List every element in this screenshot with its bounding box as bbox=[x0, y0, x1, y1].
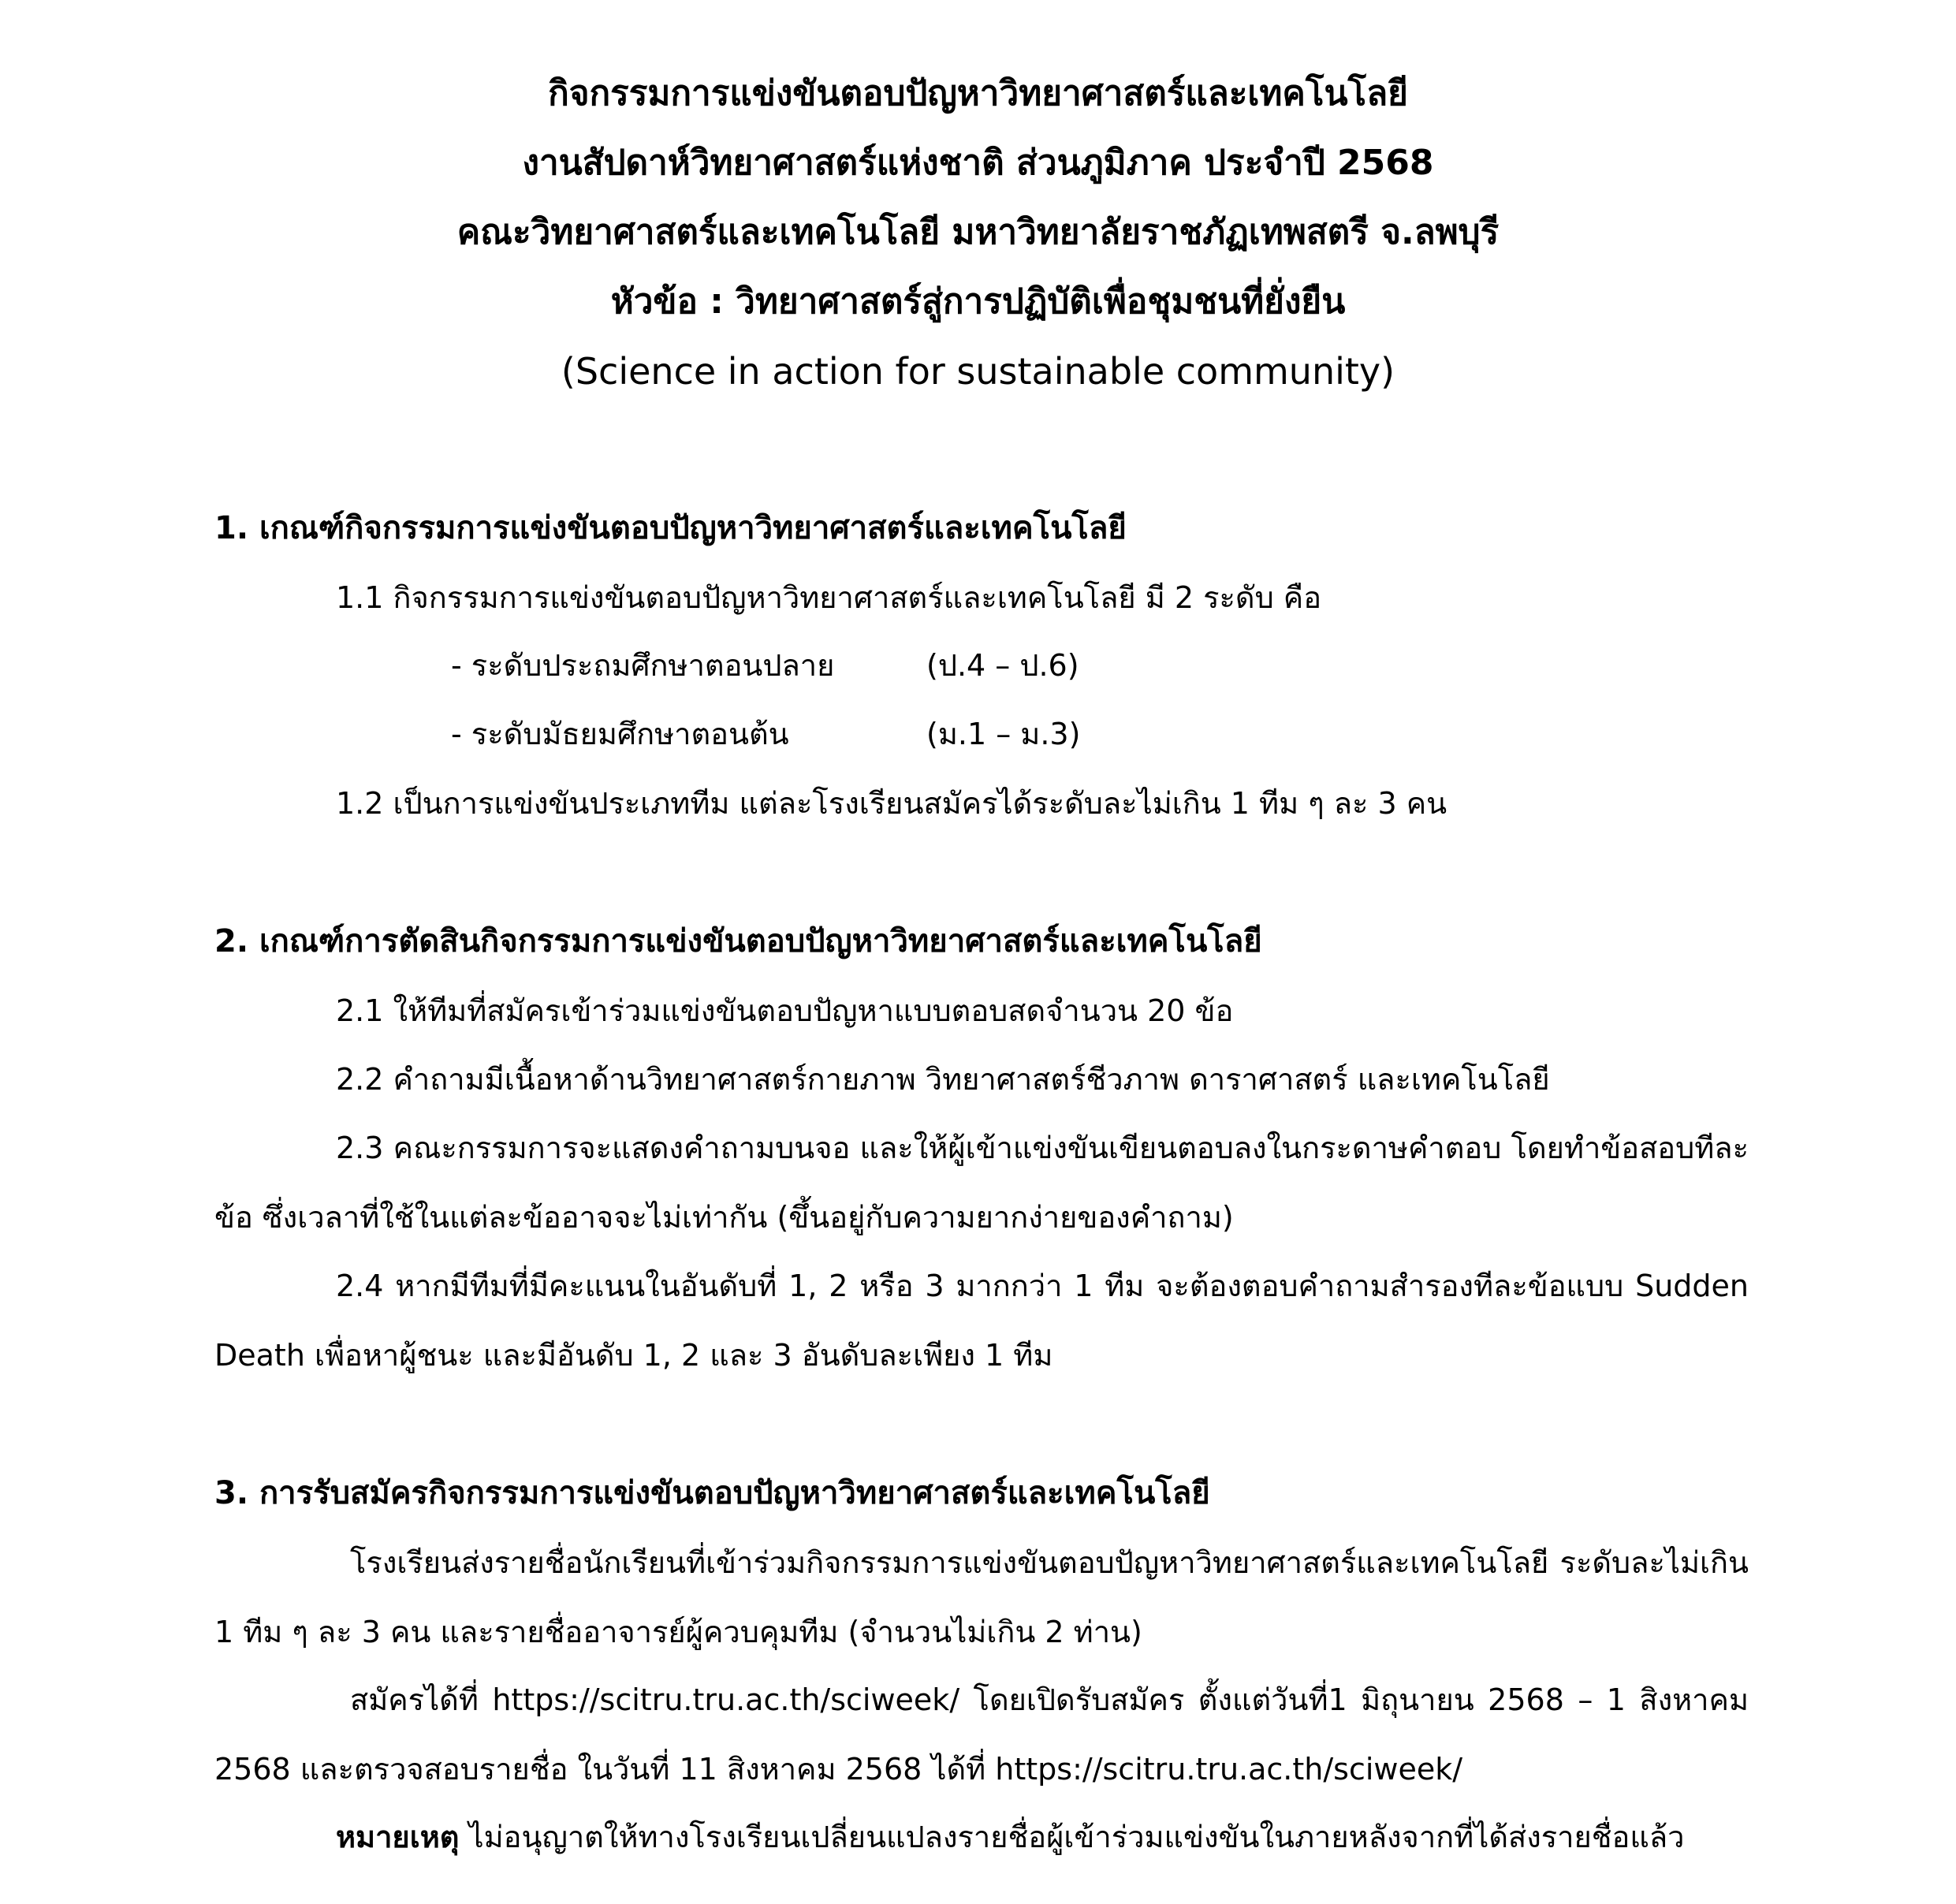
section-2-heading: 2. เกณฑ์การตัดสินกิจกรรมการแข่งขันตอบปัญหาวิทยาศาสตร์และเทคโนโลยี bbox=[214, 923, 1262, 959]
section-1-heading: 1. เกณฑ์กิจกรรมการแข่งขันตอบปัญหาวิทยาศาสตร์และเทคโนโลยี bbox=[214, 510, 1127, 546]
section-3-paragraph-1: โรงเรียนส่งรายชื่อนักเรียนที่เข้าร่วมกิจกรรมการแข่งขันตอบปัญหาวิทยาศาสตร์และเทคโนโลยี ระดับละไม่เกิน 1 ทีม ๆ ละ 3 คน และรายชื่ออาจารย์ผู้ควบคุมทีม (จำนวนไม่เกิน 2 ท่าน) bbox=[214, 1545, 1749, 1649]
section-2-item-1: 2.1 ให้ทีมที่สมัครเข้าร่วมแข่งขันตอบปัญหาแบบตอบสดจำนวน 20 ข้อ bbox=[336, 993, 1234, 1028]
note-text: ไม่อนุญาตให้ทางโรงเรียนเปลี่ยนแปลงรายชื่อผู้เข้าร่วมแข่งขันในภายหลังจากที่ได้ส่งรายชื่อแล้ว bbox=[459, 1820, 1685, 1854]
level-name: - ระดับมัธยมศึกษาตอนต้น bbox=[451, 717, 789, 751]
level-item-primary bbox=[451, 631, 1956, 700]
title-line-2: งานสัปดาห์วิทยาศาสตร์แห่งชาติ ส่วนภูมิภาค ประจำปี 2568 bbox=[522, 143, 1434, 183]
title-line-5: (Science in action for sustainable community) bbox=[561, 350, 1395, 393]
section-3-note bbox=[336, 1802, 1870, 1872]
level-range: (ป.4 – ป.6) bbox=[926, 648, 1079, 683]
note-label: หมายเหตุ bbox=[336, 1820, 460, 1854]
title-line-4: หัวข้อ : วิทยาศาสตร์สู่การปฏิบัติเพื่อชุมชนที่ยั่งยืน bbox=[610, 281, 1346, 322]
section-2-item-3: 2.3 คณะกรรมการจะแสดงคำถามบนจอ และให้ผู้เข้าแข่งขันเขียนตอบลงในกระดาษคำตอบ โดยทำข้อสอบทีละข้อ ซึ่งเวลาที่ใช้ในแต่ละข้ออาจจะไม่เท่ากัน (ขึ้นอยู่กับความยากง่ายของคำถาม) bbox=[214, 1131, 1749, 1235]
section-1-item-2: 1.2 เป็นการแข่งขันประเภททีม แต่ละโรงเรียนสมัครได้ระดับละไม่เกิน 1 ทีม ๆ ละ 3 คน bbox=[336, 786, 1447, 821]
document-title bbox=[0, 59, 1956, 406]
level-range: (ม.1 – ม.3) bbox=[926, 717, 1081, 751]
title-line-1: กิจกรรมการแข่งขันตอบปัญหาวิทยาศาสตร์และเทคโนโลยี bbox=[548, 73, 1408, 114]
title-line-3: คณะวิทยาศาสตร์และเทคโนโลยี มหาวิทยาลัยราชภัฏเทพสตรี จ.ลพบุรี bbox=[456, 212, 1500, 252]
section-1-item-1: 1.1 กิจกรรมการแข่งขันตอบปัญหาวิทยาศาสตร์และเทคโนโลยี มี 2 ระดับ คือ bbox=[336, 580, 1322, 615]
section-2-item-2: 2.2 คำถามมีเนื้อหาด้านวิทยาศาสตร์กายภาพ วิทยาศาสตร์ชีวภาพ ดาราศาสตร์ และเทคโนโลยี bbox=[336, 1062, 1550, 1097]
level-item-secondary bbox=[451, 699, 1956, 769]
section-3-paragraph-2: สมัครได้ที่ https://scitru.tru.ac.th/sciweek/ โดยเปิดรับสมัคร ตั้งแต่วันที่1 มิถุนายน 2568 – 1 สิงหาคม 2568 และตรวจสอบรายชื่อ ในวันที่ 11 สิงหาคม 2568 ได้ที่ https://scitru.tru.ac.th/sciweek/ bbox=[214, 1682, 1749, 1787]
section-3-heading: 3. การรับสมัครกิจกรรมการแข่งขันตอบปัญหาวิทยาศาสตร์และเทคโนโลยี bbox=[214, 1475, 1210, 1511]
section-2-item-4: 2.4 หากมีทีมที่มีคะแนนในอันดับที่ 1, 2 หรือ 3 มากกว่า 1 ทีม จะต้องตอบคำถามสำรองทีละข้อแบบ Sudden Death เพื่อหาผู้ชนะ และมีอันดับ 1, 2 และ 3 อันดับละเพียง 1 ทีม bbox=[214, 1269, 1749, 1373]
level-name: - ระดับประถมศึกษาตอนปลาย bbox=[451, 648, 835, 683]
